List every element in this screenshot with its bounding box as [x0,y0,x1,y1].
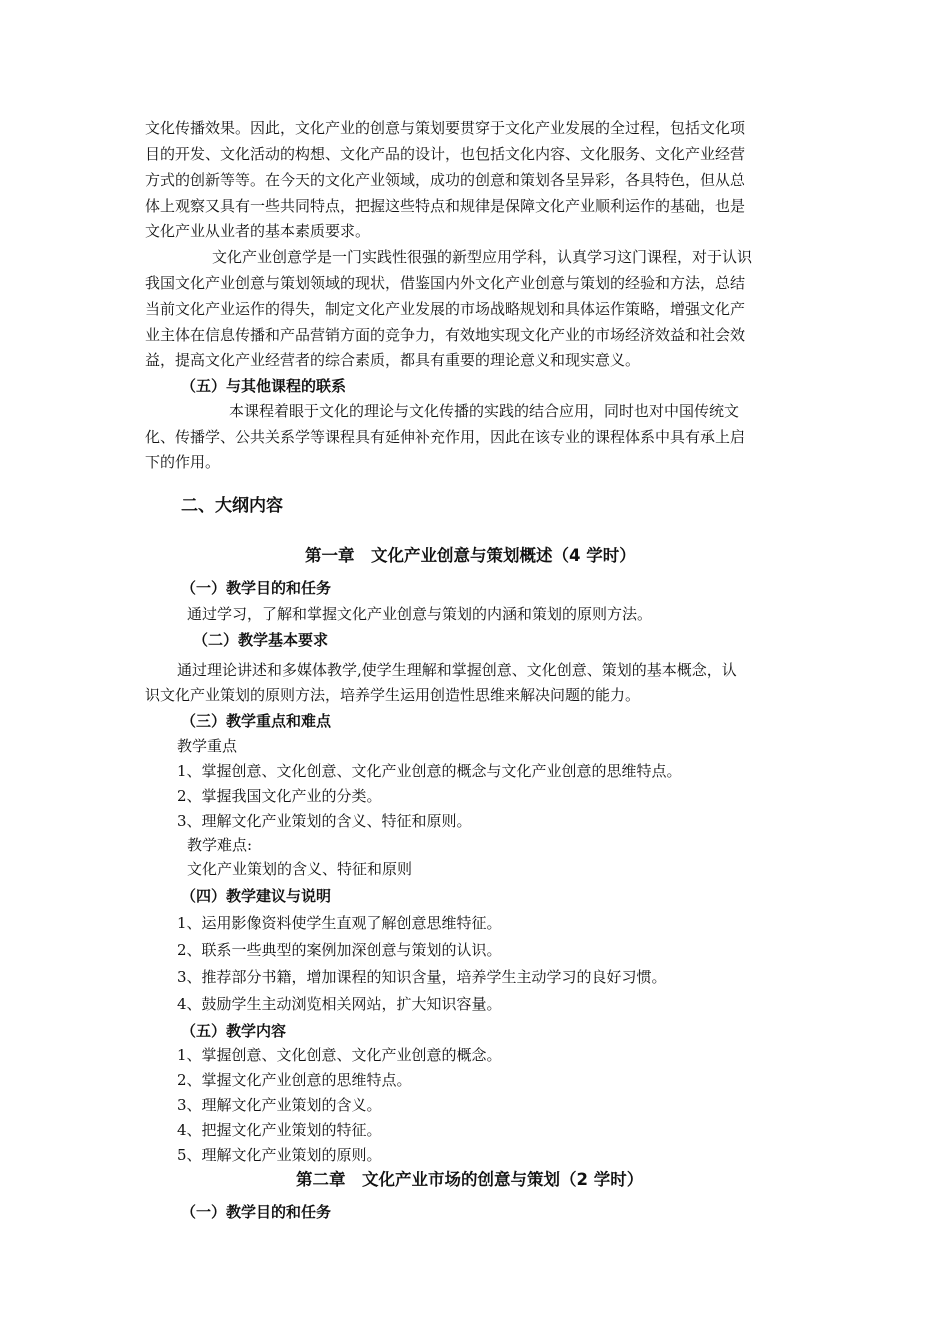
content-item: 2、掌握文化产业创意的思维特点。 [177,1071,412,1089]
chapter-1-title: 第一章 文化产业创意与策划概述（4 学时） [305,546,636,565]
intro-p3-line-3: 下的作用。 [145,453,221,471]
key-points-label: 教学重点 [177,737,238,755]
section-heading: （五）与其他课程的联系 [181,377,347,395]
suggestion-item: 4、鼓励学生主动浏览相关网站，扩大知识容量。 [177,995,502,1013]
key-point-item: 3、理解文化产业策划的含义、特征和原则。 [177,812,472,830]
chapter-1-s1-heading: （一）教学目的和任务 [181,579,332,597]
chapter-2-s1-heading: （一）教学目的和任务 [181,1203,332,1221]
suggestion-item: 1、运用影像资料使学生直观了解创意思维特征。 [177,914,502,932]
chapter-1-s3-heading: （三）教学重点和难点 [181,712,332,730]
content-item: 1、掌握创意、文化创意、文化产业创意的概念。 [177,1046,502,1064]
chapter-1-s2-heading: （二）教学基本要求 [193,631,329,649]
chapter-1-s2-line-2: 识文化产业策划的原则方法，培养学生运用创造性思维来解决问题的能力。 [145,686,641,704]
chapter-1-s1-text: 通过学习，了解和掌握文化产业创意与策划的内涵和策划的原则方法。 [187,605,653,623]
intro-p2-line-4: 业主体在信息传播和产品营销方面的竞争力，有效地实现文化产业的市场经济效益和社会效 [145,326,746,344]
difficulty-label: 教学难点: [187,836,253,854]
chapter-1-s2-line-1: 通过理论讲述和多媒体教学,使学生理解和掌握创意、文化创意、策划的基本概念，认 [177,661,737,679]
intro-p1-line-1: 文化传播效果。因此，文化产业的创意与策划要贯穿于文化产业发展的全过程，包括文化项 [145,119,746,137]
content-item: 3、理解文化产业策划的含义。 [177,1096,382,1114]
intro-p1-line-4: 体上观察又具有一些共同特点，把握这些特点和规律是保障文化产业顺利运作的基础，也是 [145,197,746,215]
chapter-2-title: 第二章 文化产业市场的创意与策划（2 学时） [296,1170,644,1189]
difficulty-text: 文化产业策划的含义、特征和原则 [187,860,413,878]
intro-p2-line-1: 文化产业创意学是一门实践性很强的新型应用学科，认真学习这门课程，对于认识 [212,248,753,266]
intro-p2-line-3: 当前文化产业运作的得失，制定文化产业发展的市场战略规划和具体运作策略，增强文化产 [145,300,746,318]
intro-p2-line-2: 我国文化产业创意与策划领域的现状，借鉴国内外文化产业创意与策划的经验和方法，总结 [145,274,746,292]
intro-p3-line-2: 化、传播学、公共关系学等课程具有延伸补充作用，因此在该专业的课程体系中具有承上启 [145,428,746,446]
intro-p1-line-3: 方式的创新等等。在今天的文化产业领域，成功的创意和策划各呈异彩，各具特色，但从总 [145,171,746,189]
suggestion-item: 3、推荐部分书籍，增加课程的知识含量，培养学生主动学习的良好习惯。 [177,968,667,986]
content-item: 4、把握文化产业策划的特征。 [177,1121,382,1139]
key-point-item: 2、掌握我国文化产业的分类。 [177,787,382,805]
suggestion-item: 2、联系一些典型的案例加深创意与策划的认识。 [177,941,502,959]
key-point-item: 1、掌握创意、文化创意、文化产业创意的概念与文化产业创意的思维特点。 [177,762,682,780]
outline-heading: 二、大纲内容 [181,496,283,516]
intro-p2-line-5: 益，提高文化产业经营者的综合素质，都具有重要的理论意义和现实意义。 [145,351,641,369]
intro-p3-line-1: 本课程着眼于文化的理论与文化传播的实践的结合应用，同时也对中国传统文 [229,402,740,420]
intro-p1-line-2: 目的开发、文化活动的构想、文化产品的设计，也包括文化内容、文化服务、文化产业经营 [145,145,746,163]
intro-p1-line-5: 文化产业从业者的基本素质要求。 [145,222,371,240]
chapter-1-s5-heading: （五）教学内容 [181,1022,287,1040]
chapter-1-s4-heading: （四）教学建议与说明 [181,887,332,905]
content-item: 5、理解文化产业策划的原则。 [177,1146,382,1164]
